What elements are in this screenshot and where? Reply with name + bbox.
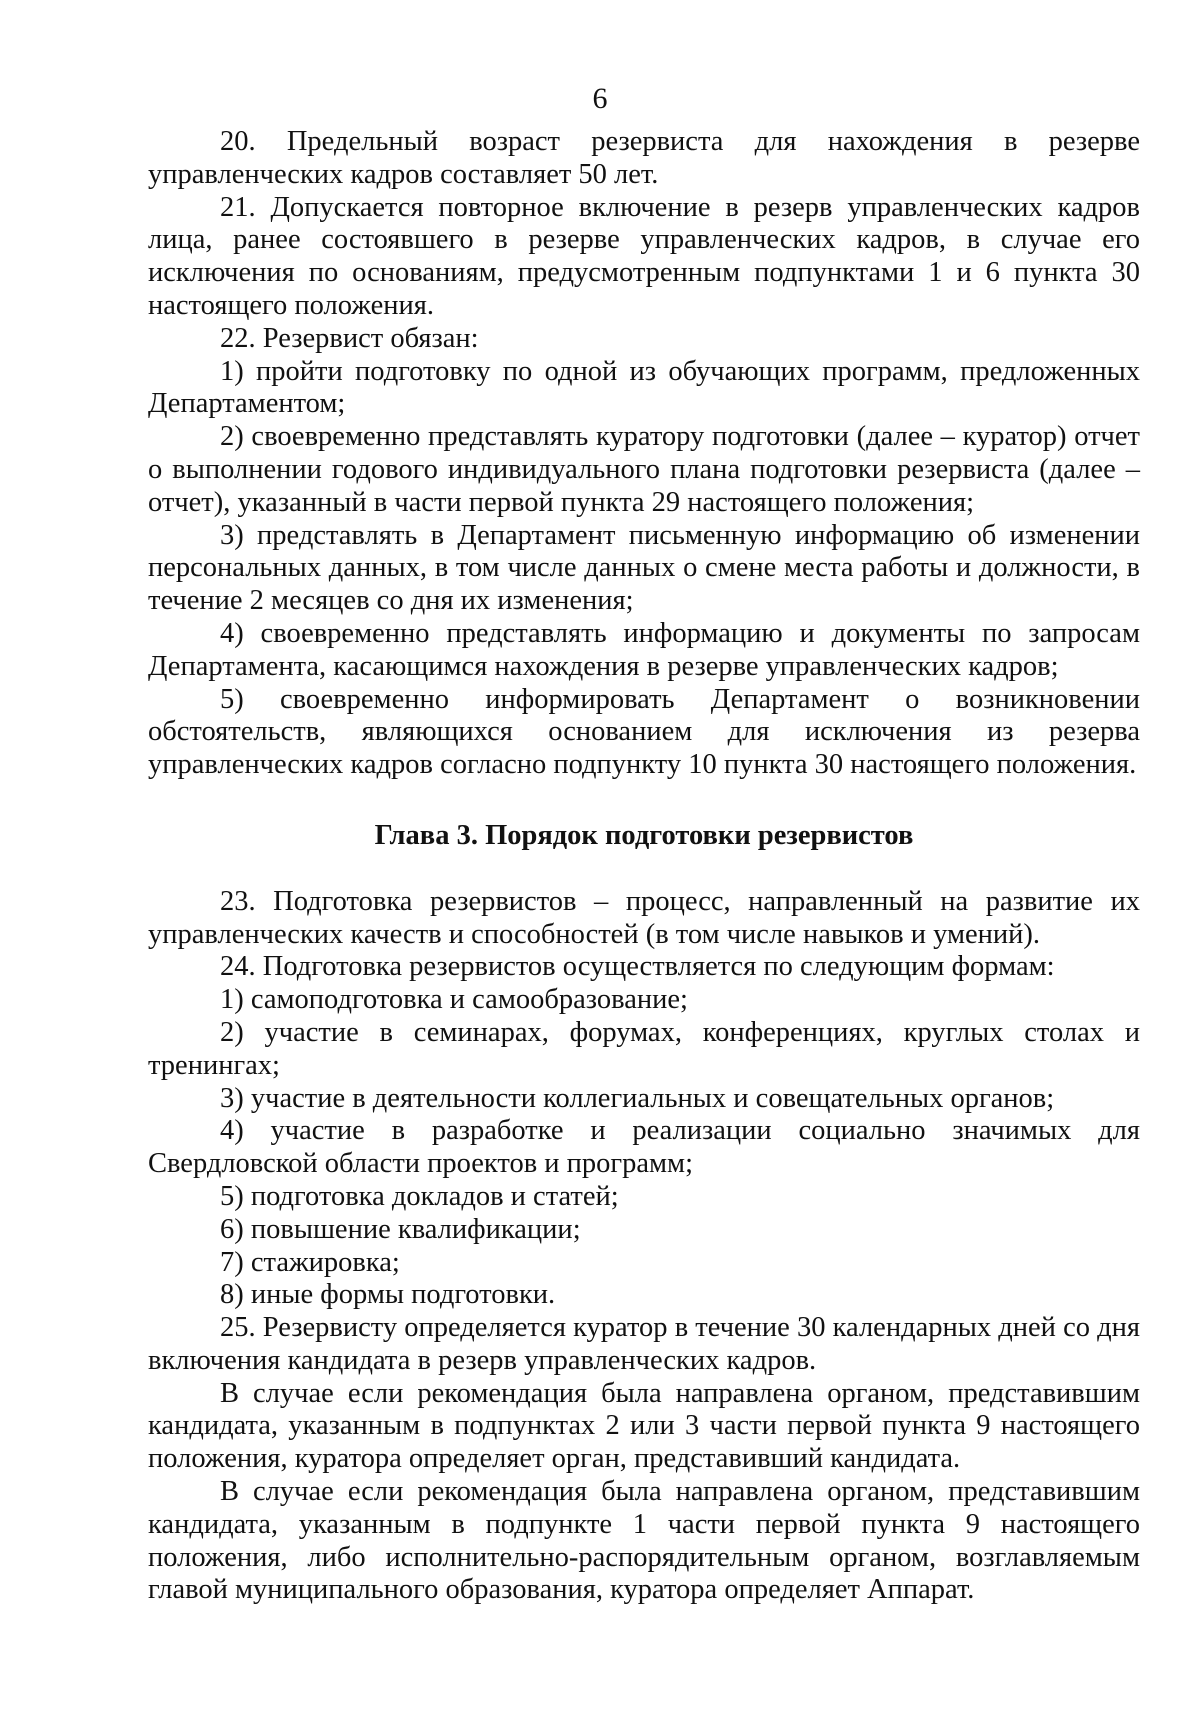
list-item-24-8: 8) иные формы подготовки. — [220, 1279, 556, 1311]
paragraph-21: 21. Допускается повторное включение в резерв управленческих кадров лица, ранее состоявшего в резерве управленческих кадров, в случае его исключения по основаниям, предусмотренным подпунктами 1 и 6 пункта 30 настоящего положения. — [148, 191, 1140, 321]
list-item-24-5: 5) подготовка докладов и статей; — [220, 1180, 619, 1212]
paragraph-20: 20. Предельный возраст резервиста для нахождения в резерве управленческих кадров составляет 50 лет. — [148, 126, 1140, 190]
list-item-22-1: 1) пройти подготовку по одной из обучающих программ, предложенных Департаментом; — [148, 355, 1140, 420]
paragraph-25-case-1: В случае если рекомендация была направлена органом, представившим кандидата, указанным в подпунктах 2 или 3 части первой пункта 9 настоящего положения, куратора определяет орган, представивший кандидата. — [148, 1377, 1140, 1475]
list-item-24-7: 7) стажировка; — [220, 1246, 400, 1278]
document-body — [148, 126, 1140, 1607]
list-item-22-5: 5) своевременно информировать Департамент о возникновении обстоятельств, являющихся основанием для исключения из резерва управленческих кадров согласно подпункту 10 пункта 30 настоящего положения. — [148, 683, 1140, 781]
paragraph-25-case-2: В случае если рекомендация была направлена органом, представившим кандидата, указанным в подпункте 1 части первой пункта 9 настоящего положения, либо исполнительно-распорядительным органом, возглавляемым главой муниципального образования, куратора определяет Аппарат. — [148, 1476, 1140, 1606]
list-item-24-4: 4) участие в разработке и реализации социально значимых для Свердловской области проектов и программ; — [148, 1115, 1140, 1180]
list-item-24-2: 2) участие в семинарах, форумах, конференциях, круглых столах и тренингах; — [148, 1016, 1140, 1081]
list-item-24-1: 1) самоподготовка и самообразование; — [220, 984, 688, 1016]
list-item-22-3: 3) представлять в Департамент письменную информацию об изменении персональных данных, в том числе данных о смене места работы и должности, в течение 2 месяцев со дня их изменения; — [148, 519, 1140, 617]
list-item-24-6: 6) повышение квалификации; — [220, 1213, 581, 1245]
list-item-22-4: 4) своевременно представлять информацию и документы по запросам Департамента, касающимся нахождения в резерве управленческих кадров; — [148, 617, 1140, 682]
paragraph-22: 22. Резервист обязан: — [220, 322, 479, 354]
paragraph-25: 25. Резервисту определяется куратор в течение 30 календарных дней со дня включения кандидата в резерв управленческих кадров. — [148, 1312, 1140, 1376]
list-item-22-2: 2) своевременно представлять куратору подготовки (далее – куратор) отчет о выполнении годового индивидуального плана подготовки резервиста (далее – отчет), указанный в части первой пункта 29 настоящего положения; — [148, 421, 1140, 518]
chapter-heading: Глава 3. Порядок подготовки резервистов — [374, 819, 914, 851]
paragraph-23: 23. Подготовка резервистов – процесс, направленный на развитие их управленческих качеств и способностей (в том числе навыков и умений). — [148, 885, 1140, 950]
list-item-24-3: 3) участие в деятельности коллегиальных и совещательных органов; — [220, 1082, 1055, 1114]
page-number: 6 — [592, 82, 608, 115]
paragraph-24: 24. Подготовка резервистов осуществляется по следующим формам: — [220, 951, 1055, 983]
